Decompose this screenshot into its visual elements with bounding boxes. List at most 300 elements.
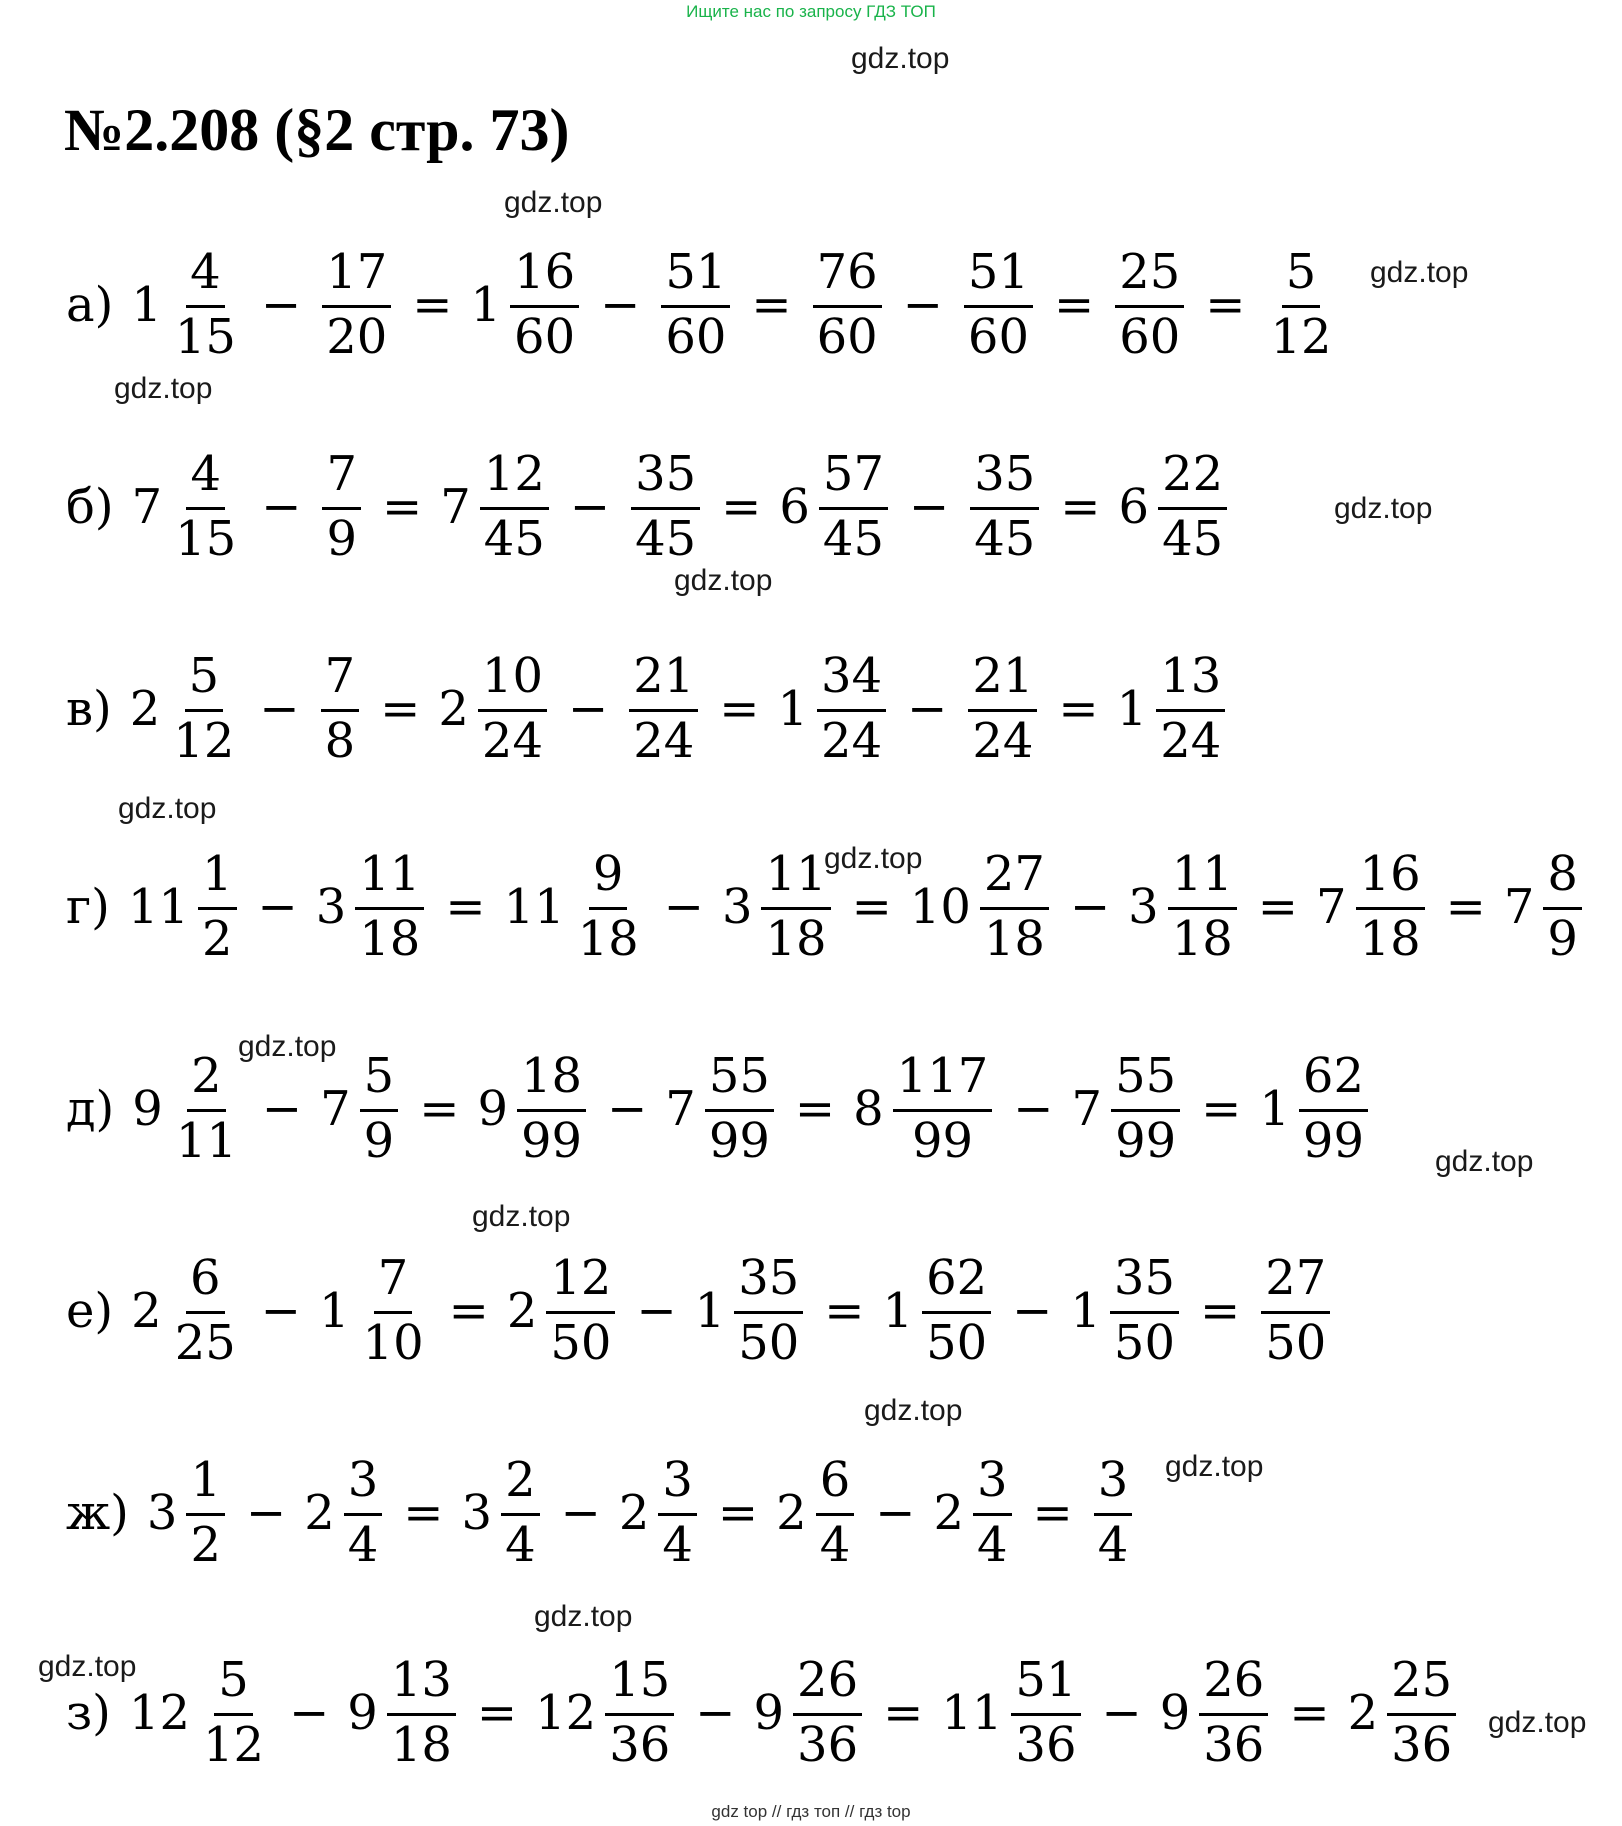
operator: = [1060,479,1101,535]
numerator: 26 [793,1655,862,1716]
item-label: е) [66,1283,114,1339]
operator: − [907,681,948,737]
operator: = [851,879,892,935]
mixed-number [146,1451,228,1573]
denominator: 45 [974,510,1036,567]
operator: = [1054,277,1095,333]
denominator: 60 [1119,308,1181,365]
watermark: gdz.top [38,1650,137,1683]
fraction [517,1047,586,1169]
numerator: 1 [198,849,237,910]
fraction [980,845,1049,967]
numerator: 51 [964,247,1033,308]
mixed-number [909,845,1052,967]
denominator: 4 [662,1516,693,1573]
operator: − [569,479,611,535]
mixed-number [810,243,885,365]
denominator: 99 [520,1112,583,1169]
fraction [355,845,424,967]
operator: = [1201,1081,1242,1137]
mixed-number [304,1451,385,1573]
watermark: gdz.top [114,372,213,405]
numerator: 11 [761,849,830,910]
mixed-number [1071,1047,1184,1169]
mixed-number [128,1651,271,1773]
mixed-number [882,1249,995,1371]
whole-part: 3 [721,879,753,935]
operator: − [289,1685,330,1741]
whole-part: 11 [127,879,189,935]
denominator: 36 [1015,1716,1077,1773]
mixed-number [319,243,394,365]
mixed-number [347,1651,459,1773]
exercise-title: №2.208 (§2 стр. 73) [64,97,570,163]
mixed-number [721,845,834,967]
watermark: gdz.top [472,1200,571,1233]
whole-part: 1 [318,1283,350,1339]
denominator: 99 [1115,1112,1177,1169]
mixed-number [535,1651,677,1773]
numerator: 35 [734,1253,803,1314]
numerator: 6 [186,1253,225,1314]
numerator: 11 [1168,849,1237,910]
numerator: 7 [321,651,360,712]
numerator: 12 [546,1253,615,1314]
denominator: 60 [514,308,576,365]
mixed-number [470,243,582,365]
mixed-number [1264,243,1339,365]
fraction [605,1651,674,1773]
fraction [922,1249,991,1371]
fraction [1387,1651,1456,1773]
fraction [387,1651,456,1773]
watermark: gdz.top [504,186,603,219]
fraction [171,1249,240,1371]
mixed-number [1159,1651,1272,1773]
numerator: 62 [922,1253,991,1314]
fraction [198,845,237,967]
numerator: 4 [186,247,225,308]
whole-part: 3 [461,1485,493,1541]
operator: = [1289,1685,1330,1741]
mixed-number [318,1249,431,1371]
watermark: gdz.top [534,1600,633,1633]
numerator: 25 [1387,1655,1456,1716]
operator: − [600,277,641,333]
equation-row [66,427,1230,587]
denominator: 2 [190,1516,221,1573]
denominator: 18 [983,910,1045,967]
whole-part: 1 [131,277,162,333]
watermark: gdz.top [1370,256,1469,289]
item-label: ж) [66,1485,129,1541]
fraction [480,445,549,567]
whole-part: 7 [1071,1081,1103,1137]
numerator: 51 [1011,1655,1080,1716]
whole-part: 1 [694,1283,726,1339]
whole-part: 2 [933,1485,964,1541]
denominator: 60 [967,308,1029,365]
mixed-number [132,1047,244,1169]
whole-part: 2 [129,681,161,737]
denominator: 10 [362,1314,424,1371]
fraction [322,243,391,365]
fraction [1267,243,1336,365]
whole-part: 1 [1259,1081,1290,1137]
operator: − [663,879,704,935]
numerator: 21 [629,651,698,712]
mixed-number [1118,445,1231,567]
operator: = [1205,277,1246,333]
operator: − [607,1081,648,1137]
numerator: 27 [980,849,1049,910]
numerator: 1 [186,1455,225,1516]
mixed-number [319,445,364,567]
operator: − [260,277,302,333]
whole-part: 6 [779,479,810,535]
operator: − [567,681,609,737]
denominator: 45 [483,510,545,567]
denominator: 8 [324,712,356,769]
fraction [817,647,886,769]
mixed-number [753,1651,866,1773]
numerator: 7 [322,449,361,510]
denominator: 25 [174,1314,236,1371]
denominator: 24 [481,712,543,769]
denominator: 36 [609,1716,671,1773]
operator: = [1445,879,1486,935]
numerator: 3 [973,1455,1012,1516]
numerator: 4 [186,449,225,510]
fraction [1356,845,1425,967]
denominator: 45 [635,510,697,567]
denominator: 45 [822,510,884,567]
denominator: 24 [821,712,883,769]
denominator: 15 [175,510,237,567]
mixed-number [318,647,363,769]
numerator: 8 [1543,849,1582,910]
numerator: 5 [360,1051,399,1112]
fraction [734,1249,803,1371]
mixed-number [1258,1249,1333,1371]
whole-part: 2 [304,1485,335,1541]
watermark: gdz.top [1435,1145,1534,1178]
fraction [1199,1651,1268,1773]
mixed-number [1347,1651,1460,1773]
fraction [1158,445,1227,567]
denominator: 99 [708,1112,770,1169]
mixed-number [440,445,552,567]
fraction [1299,1047,1368,1169]
numerator: 57 [819,449,888,510]
mixed-number [776,1451,857,1573]
mixed-number [1112,243,1187,365]
mixed-number [1259,1047,1371,1169]
operator: − [260,1283,301,1339]
fraction [629,647,698,769]
whole-part: 1 [1070,1283,1101,1339]
whole-part: 1 [470,277,502,333]
numerator: 13 [387,1655,456,1716]
fraction [171,243,240,365]
numerator: 3 [658,1455,697,1516]
mixed-number [626,647,701,769]
numerator: 22 [1158,449,1227,510]
whole-part: 6 [1118,479,1150,535]
equation-row [66,629,1228,789]
operator: = [380,681,421,737]
mixed-number [131,243,243,365]
fraction [546,1249,615,1371]
fraction [501,1451,540,1573]
numerator: 9 [589,849,628,910]
operator: − [636,1283,677,1339]
numerator: 35 [970,449,1039,510]
operator: − [261,1081,303,1137]
item-label: а) [66,277,114,333]
denominator: 4 [347,1516,379,1573]
watermark: gdz.top [118,792,217,825]
denominator: 20 [326,308,388,365]
numerator: 5 [185,651,224,712]
numerator: 55 [705,1051,774,1112]
operator: = [751,277,792,333]
denominator: 50 [738,1314,800,1371]
mixed-number [618,1451,700,1573]
whole-part: 8 [853,1081,884,1137]
numerator: 76 [813,247,882,308]
fraction [344,1451,383,1573]
whole-part: 3 [1128,879,1159,935]
mixed-number [1116,647,1229,769]
denominator: 24 [972,712,1034,769]
fraction [172,1047,241,1169]
numerator: 21 [968,651,1037,712]
whole-part: 9 [347,1685,378,1741]
operator: = [717,1485,759,1541]
denominator: 18 [359,910,421,967]
operator: − [695,1685,736,1741]
mixed-number [941,1651,1083,1773]
denominator: 36 [1391,1716,1453,1773]
denominator: 50 [926,1314,988,1371]
whole-part: 9 [753,1685,785,1741]
numerator: 51 [661,247,730,308]
whole-part: 9 [1159,1685,1191,1741]
mixed-number [853,1047,995,1169]
numerator: 25 [1115,247,1184,308]
mixed-number [315,845,428,967]
whole-part: 1 [882,1283,914,1339]
fraction [970,445,1039,567]
mixed-number [933,1451,1014,1573]
fraction [964,243,1033,365]
fraction [1111,1047,1180,1169]
numerator: 26 [1199,1655,1268,1716]
fraction [1543,845,1582,967]
mixed-number [461,1451,543,1573]
numerator: 5 [1282,247,1321,308]
denominator: 18 [577,910,639,967]
fraction [793,1651,862,1773]
watermark: gdz.top [1488,1706,1587,1739]
numerator: 10 [478,651,547,712]
numerator: 6 [816,1455,855,1516]
footer: gdz top // гдз топ // гдз top [711,1802,911,1821]
numerator: 117 [893,1051,993,1112]
operator: − [257,879,298,935]
numerator: 11 [355,849,424,910]
denominator: 9 [363,1112,395,1169]
mixed-number [628,445,703,567]
numerator: 3 [344,1455,383,1516]
fraction [1011,1651,1080,1773]
operator: = [794,1081,836,1137]
fraction [813,243,882,365]
mixed-number [658,243,733,365]
operator: − [902,277,943,333]
mixed-number [961,243,1036,365]
numerator: 35 [1110,1253,1179,1314]
mixed-number [777,647,890,769]
whole-part: 11 [503,879,565,935]
mixed-number [438,647,550,769]
mixed-number [506,1249,619,1371]
whole-part: 7 [665,1081,696,1137]
denominator: 50 [1265,1314,1327,1371]
numerator: 62 [1299,1051,1368,1112]
fraction [199,1651,268,1773]
denominator: 18 [765,910,827,967]
numerator: 12 [480,449,549,510]
denominator: 60 [665,308,727,365]
fraction [1110,1249,1179,1371]
whole-part: 7 [131,479,163,535]
whole-part: 9 [132,1081,163,1137]
numerator: 2 [187,1051,226,1112]
mixed-number [967,445,1042,567]
fraction [705,1047,774,1169]
mixed-number [1128,845,1240,967]
denominator: 4 [977,1516,1008,1573]
whole-part: 2 [776,1485,807,1541]
fraction [819,445,888,567]
equation-row [66,1433,1135,1593]
denominator: 9 [326,510,358,567]
denominator: 50 [1113,1314,1175,1371]
denominator: 24 [1160,712,1222,769]
mixed-number [503,845,646,967]
item-label: г) [66,879,110,935]
fraction [359,1249,428,1371]
denominator: 4 [819,1516,851,1573]
denominator: 36 [1203,1716,1265,1773]
operator: = [719,681,760,737]
equation-row [66,1231,1333,1391]
fraction [761,845,830,967]
operator: − [245,1485,287,1541]
whole-part: 12 [535,1685,597,1741]
watermark: gdz.top [1334,492,1433,525]
operator: − [909,479,950,535]
mixed-number [779,445,891,567]
fraction [322,445,361,567]
equation-row [66,225,1339,385]
whole-part: 2 [1347,1685,1379,1741]
item-label: д) [66,1081,115,1137]
mixed-number [131,1249,243,1371]
whole-part: 7 [320,1081,351,1137]
denominator: 36 [797,1716,859,1773]
numerator: 13 [1156,651,1225,712]
fraction [1094,1451,1133,1573]
mixed-number [1503,845,1585,967]
fraction [631,445,700,567]
denominator: 99 [1302,1112,1364,1169]
operator: = [476,1685,518,1741]
fraction [1156,647,1225,769]
numerator: 55 [1111,1051,1180,1112]
operator: − [1101,1685,1142,1741]
whole-part: 10 [909,879,971,935]
whole-part: 1 [777,681,809,737]
denominator: 9 [1547,910,1578,967]
fraction [973,1451,1012,1573]
fraction [968,647,1037,769]
watermark: gdz.top [864,1394,963,1427]
fraction [186,1451,225,1573]
operator: = [1058,681,1099,737]
equation-row [66,827,1585,987]
mixed-number [1070,1249,1182,1371]
denominator: 99 [911,1112,974,1169]
fraction [661,243,730,365]
operator: − [261,479,302,535]
whole-part: 2 [438,681,469,737]
fraction [1261,1249,1330,1371]
whole-part: 11 [941,1685,1003,1741]
mixed-number [1316,845,1428,967]
operator: − [1013,1081,1054,1137]
numerator: 15 [605,1655,674,1716]
mixed-number [127,845,240,967]
fraction [574,845,643,967]
whole-part: 1 [1116,681,1148,737]
whole-part: 2 [618,1485,650,1541]
operator: = [448,1283,489,1339]
whole-part: 7 [440,479,471,535]
whole-part: 3 [146,1485,178,1541]
fraction [658,1451,697,1573]
operator: = [1199,1283,1241,1339]
denominator: 18 [1171,910,1233,967]
watermark: gdz.top [674,564,773,597]
fraction [510,243,579,365]
whole-part: 2 [506,1283,538,1339]
whole-part: 7 [1503,879,1535,935]
mixed-number [131,445,244,567]
numerator: 18 [517,1051,586,1112]
denominator: 4 [1097,1516,1129,1573]
fraction [1168,845,1237,967]
whole-part: 3 [315,879,347,935]
numerator: 16 [510,247,579,308]
operator: − [1069,879,1111,935]
fraction [321,647,360,769]
watermark: gdz.top [851,42,950,75]
whole-part: 12 [128,1685,190,1741]
denominator: 24 [633,712,695,769]
